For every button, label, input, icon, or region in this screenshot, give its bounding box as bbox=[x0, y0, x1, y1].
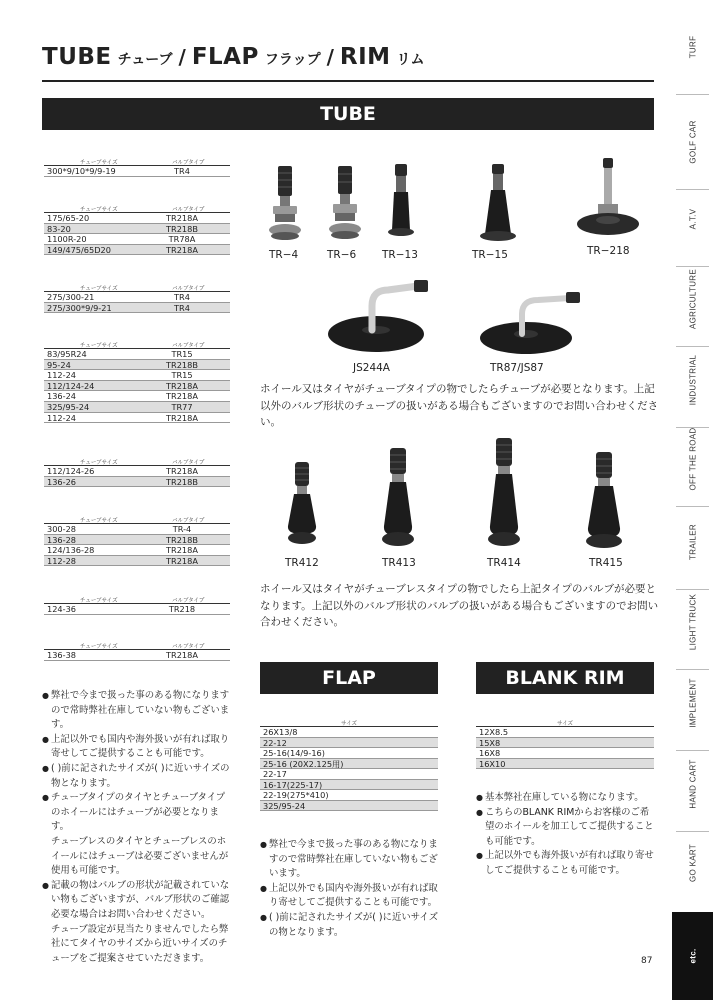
col-header-tube-size: チューブサイズ bbox=[80, 207, 118, 213]
valve-label: TR414 bbox=[487, 557, 521, 569]
note-item: ● 上記以外でも国内や海外扱いが有れば取り寄せしてご提供することも可能です。 bbox=[42, 733, 230, 762]
tube-table bbox=[44, 516, 230, 566]
table-row: 275/300-21 TR4 bbox=[44, 292, 230, 303]
flap-notes bbox=[260, 838, 440, 940]
sidebar-tab-industrial[interactable]: INDUSTRIAL bbox=[688, 354, 697, 406]
table-row: 175/65-20 TR218A bbox=[44, 213, 230, 224]
table-row: 275/300*9/9-21 TR4 bbox=[44, 303, 230, 314]
note-item: ● 上記以外でも国内や海外扱いが有れば取り寄せしてご提供することも可能です。 bbox=[260, 882, 440, 911]
sidebar-tab-go-kart[interactable]: GO KART bbox=[688, 844, 697, 882]
valve-tr15-image bbox=[478, 164, 518, 246]
valve-tr413-image bbox=[378, 448, 418, 554]
category-sidebar bbox=[672, 0, 713, 1000]
note-item: チューブ設定が見当たりませんでしたら弊社にてタイヤのサイズから近いサイズのチューブをご提案させていただきます。 bbox=[51, 923, 229, 964]
col-header-valve-type: バルブタイプ bbox=[172, 460, 205, 466]
table-row: 12X8.5 bbox=[476, 727, 654, 738]
table-row: 16-17(225-17) bbox=[260, 780, 438, 791]
valve-tr6-image bbox=[328, 166, 362, 246]
table-row: 26X13/8 bbox=[260, 727, 438, 738]
flap-section-header: FLAP bbox=[260, 662, 438, 694]
table-row: 136-28 TR218B bbox=[44, 535, 230, 546]
valve-label: JS244A bbox=[353, 362, 390, 374]
sidebar-tab-trailer[interactable]: TRAILER bbox=[688, 524, 697, 560]
col-header-valve-type: バルブタイプ bbox=[172, 518, 205, 524]
rim-notes bbox=[476, 791, 656, 879]
table-row: 112-24 TR218A bbox=[44, 413, 230, 424]
tube-description: ホイール又はタイヤがチューブタイプの物でしたらチューブが必要となります。上記以外のバルブ形状のチューブの扱いがある場合もございますのでお問い合わせください。 bbox=[260, 383, 659, 428]
col-header-size: サイズ bbox=[476, 719, 654, 727]
note-item: ● ( )前に記されたサイズが( )に近いサイズの物となります。 bbox=[260, 911, 440, 940]
note-item: ● 記載の物はバルブの形状が記載されていない物もございますが、バルブ形状のご確認必要な場合はお問い合わせください。 bbox=[42, 879, 230, 923]
table-row: 300-28 TR-4 bbox=[44, 524, 230, 535]
valve-label: TR87/JS87 bbox=[490, 362, 544, 374]
table-row: 1100R-20 TR78A bbox=[44, 234, 230, 245]
valve-label: TR−4 bbox=[269, 249, 299, 261]
col-header-tube-size: チューブサイズ bbox=[80, 598, 118, 604]
valve-tr218-image bbox=[576, 158, 640, 238]
tube-table bbox=[44, 158, 230, 177]
valve-label: TR−15 bbox=[472, 249, 508, 261]
tube-table bbox=[44, 642, 230, 661]
valve-tr87-js87-image bbox=[478, 290, 588, 360]
valve-tr13-image bbox=[386, 164, 416, 244]
table-row: 124-36 TR218 bbox=[44, 604, 230, 615]
tube-table bbox=[44, 205, 230, 255]
table-row: 83/95R24 TR15 bbox=[44, 349, 230, 360]
note-item: ● 弊社で今まで扱った事のある物になりますので常時弊社在庫していない物もございます。 bbox=[260, 838, 440, 882]
tube-table bbox=[44, 596, 230, 615]
col-header-tube-size: チューブサイズ bbox=[80, 644, 118, 650]
page-number: 87 bbox=[641, 956, 653, 966]
table-row: 124/136-28 TR218A bbox=[44, 545, 230, 556]
sidebar-tab-hand-cart[interactable]: HAND CART bbox=[688, 759, 697, 809]
sidebar-tab-light-truck[interactable]: LIGHT TRUCK bbox=[688, 593, 697, 651]
table-row: 16X8 bbox=[476, 748, 654, 759]
table-row: 325/95-24 TR77 bbox=[44, 402, 230, 413]
sidebar-tab-turf[interactable]: TURF bbox=[688, 35, 697, 59]
tube-table bbox=[44, 458, 230, 487]
col-header-valve-type: バルブタイプ bbox=[172, 160, 205, 166]
table-row: 325/95-24 bbox=[260, 801, 438, 812]
valve-label: TR−6 bbox=[327, 249, 357, 261]
table-row: 16X10 bbox=[476, 759, 654, 770]
table-row: 300*9/10*9/9-19 TR4 bbox=[44, 166, 230, 177]
note-item: ● ( )前に記されたサイズが( )に近いサイズの物となります。 bbox=[42, 762, 230, 791]
col-header-tube-size: チューブサイズ bbox=[80, 286, 118, 292]
note-item: ● 基本弊社在庫している物になります。 bbox=[476, 791, 656, 806]
valve-label: TR415 bbox=[589, 557, 623, 569]
sidebar-tab-atv[interactable]: A.T.V bbox=[688, 208, 697, 230]
valve-tr412-image bbox=[284, 462, 320, 554]
note-item: ● チューブタイプのタイヤとチューブタイプのホイールにはチューブが必要となります。 bbox=[42, 791, 230, 835]
tube-table bbox=[44, 284, 230, 313]
col-header-tube-size: チューブサイズ bbox=[80, 518, 118, 524]
valve-label: TR−13 bbox=[382, 249, 418, 261]
note-item: ● 上記以外でも海外扱いが有れば取り寄せしてご提供することも可能です。 bbox=[476, 849, 656, 878]
valve-tr4-image bbox=[268, 166, 302, 246]
table-row: 136-24 TR218A bbox=[44, 391, 230, 402]
valve-label: TR−218 bbox=[587, 245, 630, 257]
tube-table bbox=[44, 341, 230, 423]
table-row: 83-20 TR218B bbox=[44, 224, 230, 235]
blank-rim-section-header: BLANK RIM bbox=[476, 662, 654, 694]
col-header-tube-size: チューブサイズ bbox=[80, 460, 118, 466]
col-header-valve-type: バルブタイプ bbox=[172, 644, 205, 650]
blank-rim-table bbox=[476, 719, 654, 769]
sidebar-tab-off-the-road[interactable]: OFF THE ROAD bbox=[688, 427, 697, 491]
sidebar-tab-implement[interactable]: IMPLEMENT bbox=[688, 678, 697, 728]
col-header-tube-size: チューブサイズ bbox=[80, 160, 118, 166]
col-header-valve-type: バルブタイプ bbox=[172, 598, 205, 604]
sidebar-tab-agriculture[interactable]: AGRICULTURE bbox=[688, 268, 697, 330]
col-header-valve-type: バルブタイプ bbox=[172, 343, 205, 349]
sidebar-tab-etc[interactable]: etc. bbox=[672, 912, 713, 1000]
col-header-valve-type: バルブタイプ bbox=[172, 286, 205, 292]
sidebar-tab-golf-car[interactable]: GOLF CAR bbox=[688, 120, 697, 164]
note-item: チューブレスのタイヤとチューブレスのホイールにはチューブは必要ございませんが使用も可能です。 bbox=[51, 835, 229, 877]
table-row: 22-19(275*410) bbox=[260, 790, 438, 801]
table-row: 149/475/65D20 TR218A bbox=[44, 245, 230, 256]
valve-label: TR413 bbox=[382, 557, 416, 569]
table-row: 25-16(14/9-16) bbox=[260, 748, 438, 759]
table-row: 136-38 TR218A bbox=[44, 650, 230, 661]
table-row: 95-24 TR218B bbox=[44, 360, 230, 371]
page-title: TUBE チューブ / FLAP フラップ / RIM リム bbox=[42, 44, 425, 70]
note-item: ● こちらのBLANK RIMからお客様のご希望のホイールを加工してご提供することも可能です。 bbox=[476, 806, 656, 850]
table-row: 112/124-26 TR218A bbox=[44, 466, 230, 477]
table-row: 22-17 bbox=[260, 769, 438, 780]
flap-table bbox=[260, 719, 438, 811]
valve-js244a-image bbox=[326, 276, 436, 356]
title-divider bbox=[42, 80, 654, 82]
table-row: 22-12 bbox=[260, 738, 438, 749]
col-header-size: サイズ bbox=[260, 719, 438, 727]
tube-section-header: TUBE bbox=[42, 98, 654, 130]
col-header-valve-type: バルブタイプ bbox=[172, 207, 205, 213]
col-header-tube-size: チューブサイズ bbox=[80, 343, 118, 349]
table-row: 112/124-24 TR218A bbox=[44, 381, 230, 392]
table-row: 112-28 TR218A bbox=[44, 556, 230, 567]
table-row: 25-16 (20X2.125用) bbox=[260, 759, 438, 770]
tube-notes bbox=[42, 689, 230, 966]
table-row: 15X8 bbox=[476, 738, 654, 749]
table-row: 112-24 TR15 bbox=[44, 370, 230, 381]
valve-tr415-image bbox=[582, 452, 626, 554]
note-item: ● 弊社で今まで扱った事のある物になりますので常時弊社在庫していない物もございます。 bbox=[42, 689, 230, 733]
tubeless-description: ホイール又はタイヤがチューブレスタイプの物でしたら上記タイプのバルブが必要となります。上記以外のバルブ形状のバルブの扱いがある場合もございますのでお問い合わせください。 bbox=[260, 583, 659, 628]
table-row: 136-26 TR218B bbox=[44, 477, 230, 488]
valve-label: TR412 bbox=[285, 557, 319, 569]
valve-tr414-image bbox=[484, 438, 524, 554]
